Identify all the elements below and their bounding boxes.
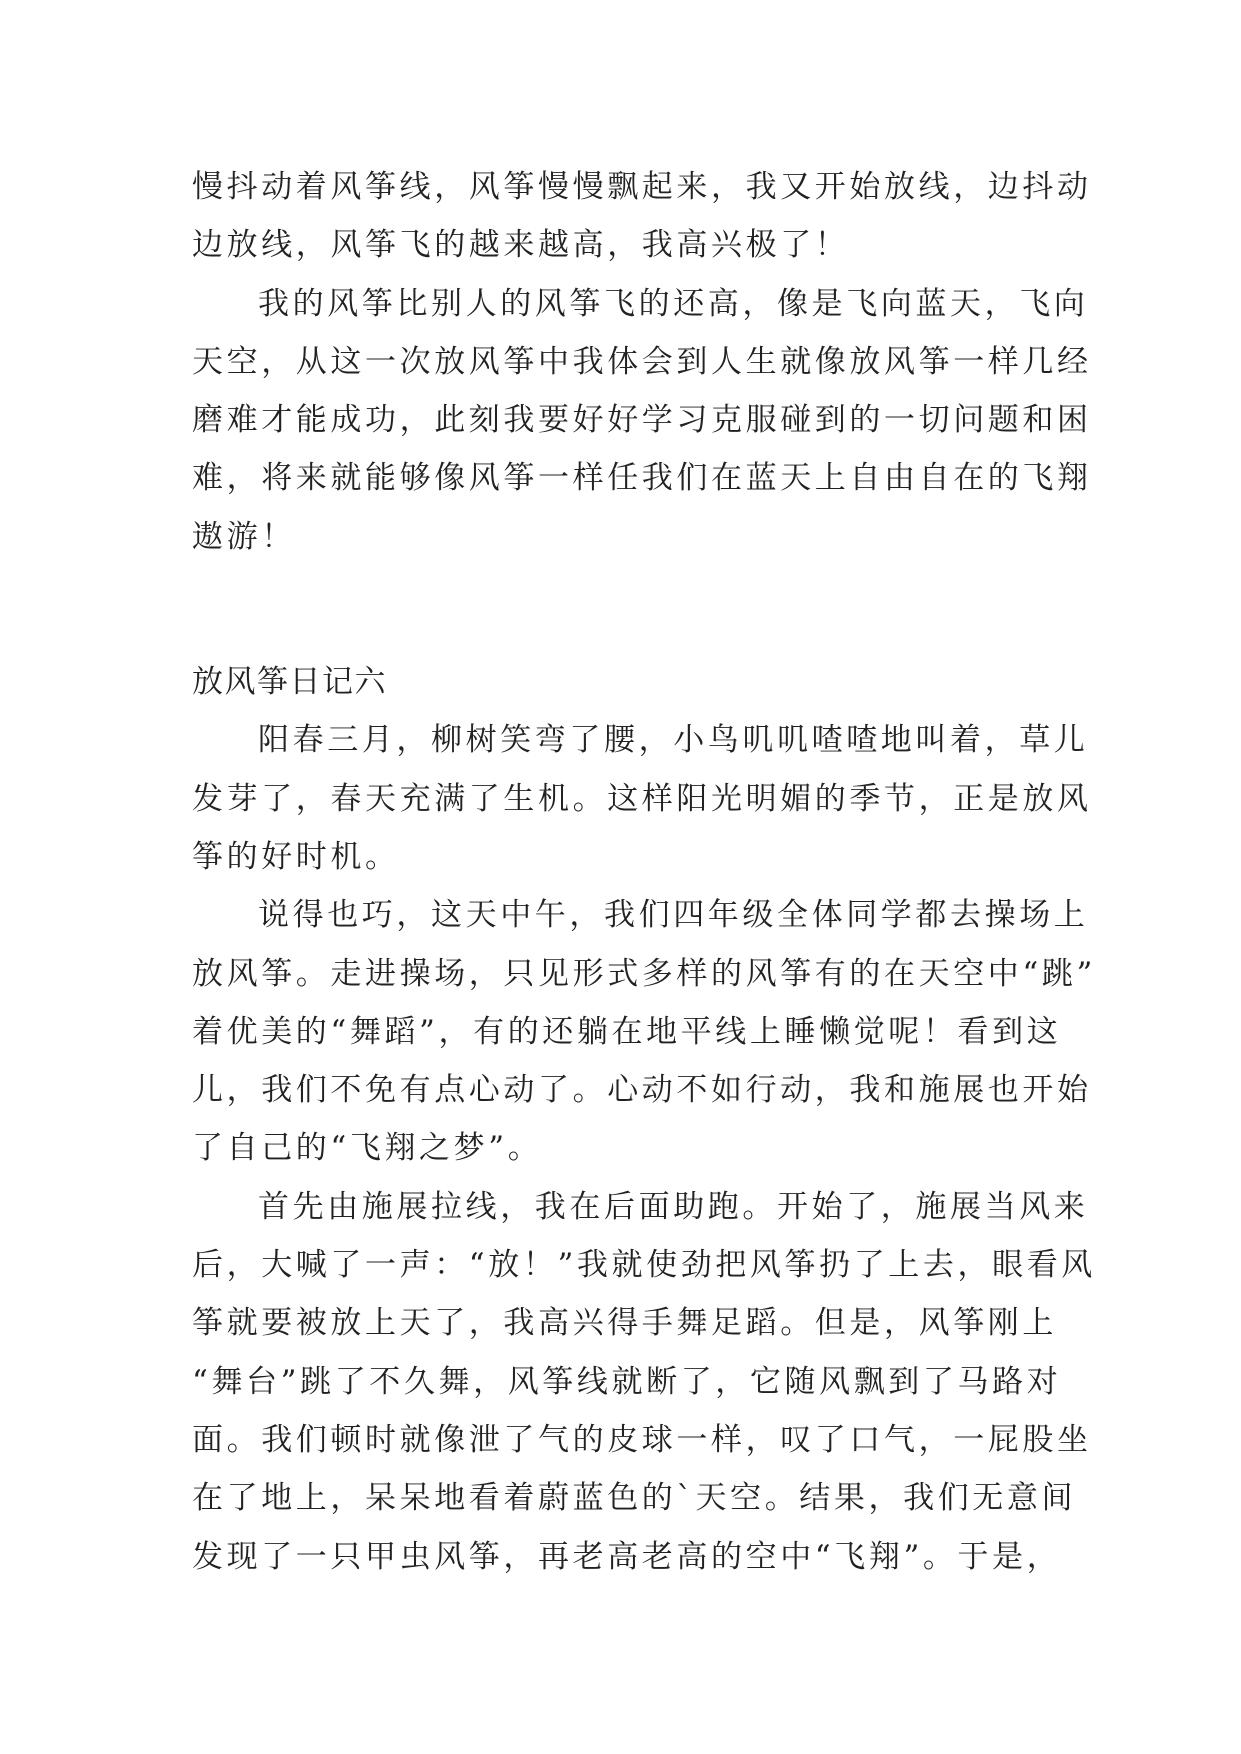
text-line: 天空，从这一次放风筝中我体会到人生就像放风筝一样几经 (192, 343, 1092, 380)
paragraph-continued (192, 158, 1092, 275)
text-line: 我的风筝比别人的风筝飞的还高，像是飞向蓝天，飞向 (258, 285, 1089, 322)
text-line: 后，大喊了一声：“放！”我就使劲把风筝扔了上去，眼看风 (192, 1247, 1096, 1284)
section-title: 放风筝日记六 (192, 664, 387, 701)
text-line: “舞台”跳了不久舞，风筝线就断了，它随风飘到了马路对 (192, 1363, 1062, 1400)
text-line: 了自己的“飞翔之梦”。 (192, 1130, 543, 1167)
paragraph-reflection (192, 275, 1092, 566)
text-line: 慢抖动着风筝线，风筝慢慢飘起来，我又开始放线，边抖动 (192, 169, 1092, 205)
text-line: 发现了一只甲虫风筝，再老高老高的空中“飞翔”。于是， (192, 1538, 1062, 1575)
section-gap (192, 566, 1052, 653)
text-line: 磨难才能成功，此刻我要好好学习克服碰到的一切问题和困 (192, 402, 1092, 439)
paragraph-attempt (192, 1178, 1096, 1586)
text-line: 筝的好时机。 (192, 838, 400, 875)
text-line: 遨游！ (192, 518, 296, 555)
text-line: 说得也巧，这天中午，我们四年级全体同学都去操场上 (258, 897, 1089, 934)
text-line: 筝就要被放上天了，我高兴得手舞足蹈。但是，风筝刚上 (192, 1305, 1057, 1342)
text-line: 儿，我们不免有点心动了。心动不如行动，我和施展也开始 (192, 1072, 1092, 1109)
document-body (192, 158, 1096, 1586)
text-line: 在了地上，呆呆地看着蔚蓝色的`天空。结果，我们无意间 (192, 1480, 1077, 1517)
text-line: 首先由施展拉线，我在后面助跑。开始了，施展当风来 (258, 1188, 1089, 1225)
text-line: 着优美的“舞蹈”，有的还躺在地平线上睡懒觉呢！看到这 (192, 1013, 1062, 1050)
paragraph-spring (192, 711, 1092, 886)
text-line: 面。我们顿时就像泄了气的皮球一样，叹了口气，一屁股坐 (192, 1421, 1092, 1458)
text-line: 发芽了，春天充满了生机。这样阳光明媚的季节，正是放风 (192, 780, 1092, 817)
text-line: 放风筝。走进操场，只见形式多样的风筝有的在天空中“跳” (192, 955, 1096, 992)
text-line: 难，将来就能够像风筝一样任我们在蓝天上自由自在的飞翔 (192, 460, 1092, 497)
text-line: 边放线，风筝飞的越来越高，我高兴极了！ (192, 227, 850, 264)
text-line: 阳春三月，柳树笑弯了腰，小鸟叽叽喳喳地叫着，草儿 (258, 722, 1089, 759)
paragraph-playground (192, 886, 1096, 1177)
